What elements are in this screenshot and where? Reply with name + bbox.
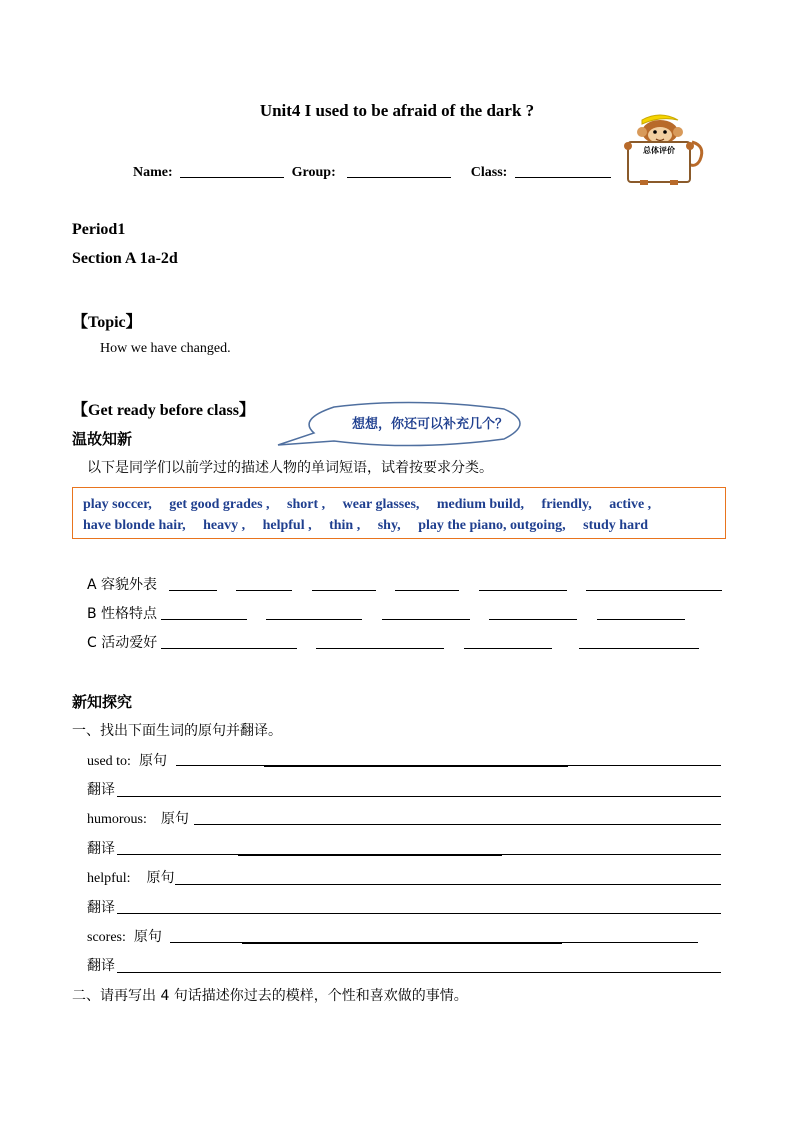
vocab-box xyxy=(72,487,726,539)
emphasis-line xyxy=(238,854,502,856)
emphasis-line xyxy=(242,942,562,944)
review-heading: 温故知新 xyxy=(72,430,133,448)
vocab-item: helpful , xyxy=(262,518,312,533)
worksheet-title: Unit4 I used to be afraid of the dark ? xyxy=(259,101,535,120)
category-label: C 活动爱好 xyxy=(87,635,158,651)
vocab-item: wear glasses, xyxy=(342,497,420,512)
word-label: helpful: xyxy=(87,871,131,886)
word-used-to-row xyxy=(87,750,167,770)
category-label: B 性格特点 xyxy=(87,606,158,622)
topic-text: How we have changed. xyxy=(100,341,231,356)
vocab-item: thin , xyxy=(329,518,361,533)
emphasis-line xyxy=(264,765,568,767)
answer-blank[interactable] xyxy=(169,576,217,591)
vocab-line-1 xyxy=(83,497,651,513)
task2-instruction: 二、请再写出 4 句话描述你过去的模样，个性和喜欢做的事情。 xyxy=(72,988,468,1004)
name-blank[interactable] xyxy=(180,163,284,178)
word-label: scores: xyxy=(87,930,126,945)
student-info-row xyxy=(133,163,611,181)
category-appearance xyxy=(87,574,722,594)
vocab-item: play soccer, xyxy=(83,497,152,512)
answer-blank[interactable] xyxy=(479,576,567,591)
group-label: Group: xyxy=(291,165,336,180)
answer-blank[interactable] xyxy=(266,605,362,620)
name-label: Name: xyxy=(133,165,173,180)
category-label: A 容貌外表 xyxy=(87,577,158,593)
word-helpful-row xyxy=(87,867,175,887)
vocab-item: play the piano, outgoing, xyxy=(418,518,566,533)
answer-blank[interactable] xyxy=(382,605,470,620)
answer-blank[interactable] xyxy=(464,634,552,649)
vocab-item: medium build, xyxy=(436,497,525,512)
task1-instruction: 一、找出下面生词的原句并翻译。 xyxy=(72,723,282,739)
vocab-item: have blonde hair, xyxy=(83,518,186,533)
original-label: 原句 xyxy=(138,753,167,769)
vocab-item: heavy , xyxy=(203,518,246,533)
answer-blank[interactable] xyxy=(579,634,699,649)
vocab-line-2 xyxy=(83,518,648,534)
translation-label: 翻译 xyxy=(87,900,115,916)
group-blank[interactable] xyxy=(347,163,451,178)
original-sentence-line[interactable] xyxy=(175,884,721,885)
answer-blank[interactable] xyxy=(395,576,459,591)
bubble-text: 想想，你还可以补充几个？ xyxy=(351,417,508,432)
translation-label: 翻译 xyxy=(87,841,115,857)
badge-label: 总体评价 xyxy=(643,146,675,155)
answer-blank[interactable] xyxy=(597,605,685,620)
category-personality xyxy=(87,603,685,623)
translation-label: 翻译 xyxy=(87,782,115,798)
vocab-item: active , xyxy=(609,497,652,512)
answer-blank[interactable] xyxy=(161,605,247,620)
answer-blank[interactable] xyxy=(161,634,297,649)
new-knowledge-heading: 新知探究 xyxy=(72,693,133,711)
evaluation-badge xyxy=(616,112,708,186)
translation-line[interactable] xyxy=(117,972,721,973)
original-label: 原句 xyxy=(160,811,189,827)
answer-blank[interactable] xyxy=(489,605,577,620)
answer-blank[interactable] xyxy=(586,576,722,591)
period-heading: Period1 xyxy=(72,221,126,238)
answer-blank[interactable] xyxy=(316,634,444,649)
section-heading: Section A 1a-2d xyxy=(72,250,178,267)
word-humorous-row xyxy=(87,808,189,828)
class-blank[interactable] xyxy=(515,163,611,178)
topic-heading: 【Topic】 xyxy=(72,314,142,331)
word-label: used to: xyxy=(87,754,131,769)
word-scores-row xyxy=(87,926,162,946)
translation-line[interactable] xyxy=(117,796,721,797)
translation-label: 翻译 xyxy=(87,958,115,974)
vocab-item: friendly, xyxy=(541,497,592,512)
vocab-item: short , xyxy=(287,497,326,512)
speech-bubble xyxy=(300,401,555,447)
category-hobbies xyxy=(87,632,699,652)
original-label: 原句 xyxy=(146,870,175,886)
word-label: humorous: xyxy=(87,812,147,827)
answer-blank[interactable] xyxy=(236,576,292,591)
vocab-item: get good grades , xyxy=(169,497,270,512)
class-label: Class: xyxy=(470,165,508,180)
answer-blank[interactable] xyxy=(312,576,376,591)
vocab-item: shy, xyxy=(377,518,401,533)
get-ready-heading: 【Get ready before class】 xyxy=(72,402,255,419)
review-instruction: 以下是同学们以前学过的描述人物的单词短语，试着按要求分类。 xyxy=(87,460,493,476)
translation-line[interactable] xyxy=(117,913,721,914)
original-label: 原句 xyxy=(133,929,162,945)
original-sentence-line[interactable] xyxy=(194,824,721,825)
vocab-item: study hard xyxy=(583,518,649,533)
